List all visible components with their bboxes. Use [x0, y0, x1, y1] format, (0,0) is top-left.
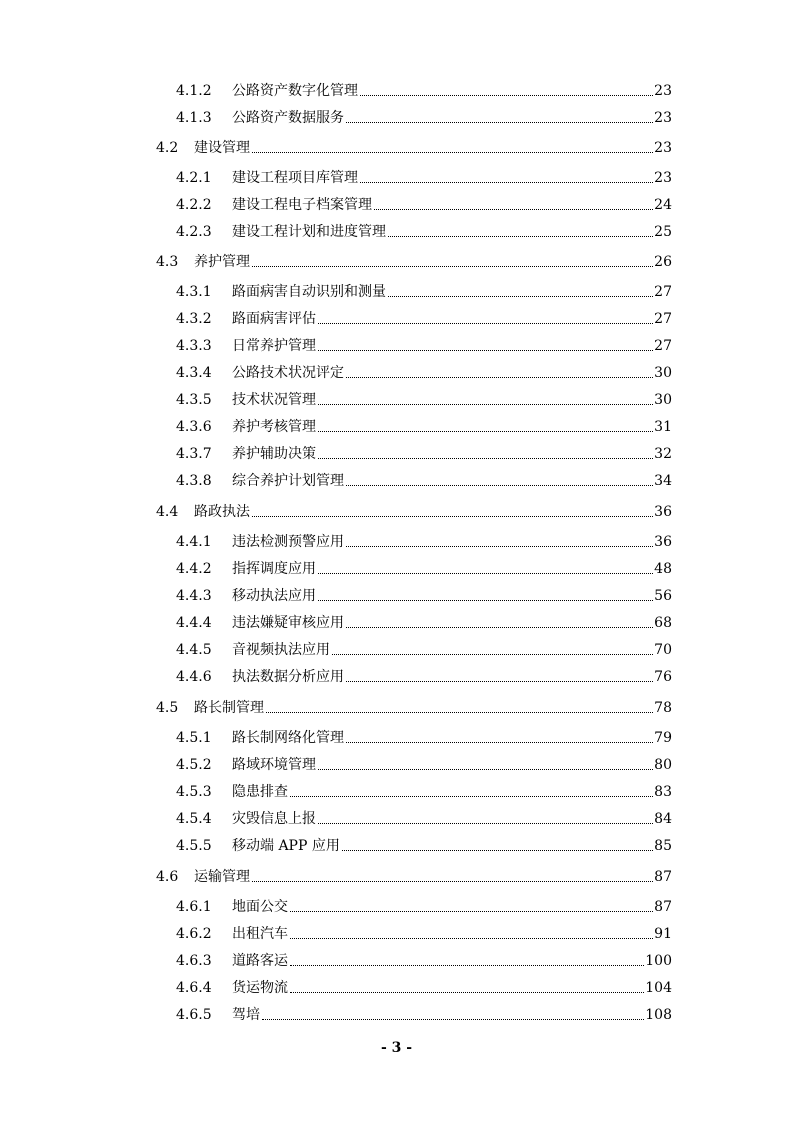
toc-entry-page: 87 [654, 899, 672, 915]
toc-entry-number: 4.5.2 [176, 757, 212, 773]
toc-section-entry[interactable] [156, 500, 672, 520]
toc-entry-title: 路政执法 [194, 504, 250, 520]
toc-entry-title: 隐患排查 [232, 784, 288, 800]
toc-entry[interactable] [176, 726, 672, 746]
toc-dot-leader [360, 95, 653, 96]
toc-entry-number: 4.6.5 [176, 1007, 212, 1023]
toc-dot-leader [252, 516, 653, 517]
toc-entry[interactable] [176, 976, 672, 996]
toc-dot-leader [360, 182, 653, 183]
toc-entry-number: 4.5.4 [176, 811, 212, 827]
toc-entry-number: 4.6.1 [176, 899, 212, 915]
toc-dot-leader [346, 546, 653, 547]
toc-entry-number: 4.3.7 [176, 446, 212, 462]
toc-entry-title: 养护辅助决策 [232, 446, 316, 462]
toc-entry-page: 23 [654, 140, 672, 156]
toc-entry-number: 4.3.4 [176, 365, 212, 381]
toc-entry[interactable] [176, 530, 672, 550]
toc-dot-leader [332, 654, 653, 655]
toc-dot-leader [290, 992, 644, 993]
toc-entry[interactable] [176, 834, 672, 854]
toc-dot-leader [318, 323, 653, 324]
toc-dot-leader [318, 769, 653, 770]
toc-entry-page: 84 [654, 811, 672, 827]
toc-entry-number: 4.6.2 [176, 926, 212, 942]
toc-entry-page: 27 [654, 338, 672, 354]
toc-entry[interactable] [176, 469, 672, 489]
toc-dot-leader [346, 681, 653, 682]
toc-entry[interactable] [176, 807, 672, 827]
toc-section-entry[interactable] [156, 865, 672, 885]
toc-entry[interactable] [176, 922, 672, 942]
toc-entry[interactable] [176, 361, 672, 381]
toc-entry-page: 85 [654, 838, 672, 854]
toc-entry-number: 4.4.4 [176, 615, 212, 631]
toc-entry-number: 4.2.3 [176, 224, 212, 240]
toc-section-entry[interactable] [156, 136, 672, 156]
toc-dot-leader [290, 796, 653, 797]
toc-entry-title: 公路技术状况评定 [232, 365, 344, 381]
toc-entry-title: 移动执法应用 [232, 588, 316, 604]
toc-dot-leader [318, 823, 653, 824]
toc-dot-leader [318, 431, 653, 432]
toc-entry-title: 道路客运 [232, 953, 288, 969]
toc-entry-page: 27 [654, 311, 672, 327]
toc-entry-number: 4.4.1 [176, 534, 212, 550]
toc-dot-leader [290, 911, 653, 912]
toc-entry[interactable] [176, 166, 672, 186]
toc-entry-page: 91 [654, 926, 672, 942]
toc-entry-page: 48 [654, 561, 672, 577]
toc-entry[interactable] [176, 334, 672, 354]
toc-entry-title: 指挥调度应用 [232, 561, 316, 577]
toc-dot-leader [346, 377, 653, 378]
toc-entry-title: 建设工程计划和进度管理 [232, 224, 386, 240]
toc-entry-page: 34 [654, 473, 672, 489]
toc-dot-leader [290, 938, 653, 939]
toc-entry[interactable] [176, 106, 672, 126]
toc-entry-number: 4.6 [156, 869, 179, 885]
toc-entry-number: 4.5.3 [176, 784, 212, 800]
toc-entry-page: 108 [645, 1007, 672, 1023]
toc-entry[interactable] [176, 584, 672, 604]
toc-entry-number: 4.5 [156, 700, 179, 716]
toc-entry-page: 31 [654, 419, 672, 435]
toc-entry-title: 路长制网络化管理 [232, 730, 344, 746]
toc-entry-number: 4.1.2 [176, 83, 212, 99]
toc-entry[interactable] [176, 638, 672, 658]
toc-dot-leader [318, 600, 653, 601]
toc-entry-number: 4.5.5 [176, 838, 212, 854]
toc-dot-leader [346, 742, 653, 743]
toc-entry-page: 32 [654, 446, 672, 462]
toc-dot-leader [346, 122, 653, 123]
toc-entry-number: 4.3.6 [176, 419, 212, 435]
toc-entry[interactable] [176, 307, 672, 327]
toc-entry-title: 综合养护计划管理 [232, 473, 344, 489]
toc-entry-page: 76 [654, 669, 672, 685]
toc-dot-leader [388, 236, 653, 237]
toc-entry-title: 路长制管理 [194, 700, 264, 716]
toc-entry-number: 4.3.5 [176, 392, 212, 408]
toc-entry[interactable] [176, 442, 672, 462]
toc-entry-title: 建设工程电子档案管理 [232, 197, 372, 213]
toc-entry[interactable] [176, 280, 672, 300]
toc-entry-number: 4.3.1 [176, 284, 212, 300]
toc-entry-page: 104 [645, 980, 672, 996]
toc-dot-leader [318, 458, 653, 459]
toc-entry-page: 36 [654, 534, 672, 550]
toc-entry[interactable] [176, 220, 672, 240]
toc-entry-title: 养护管理 [194, 254, 250, 270]
toc-entry-number: 4.2 [156, 140, 179, 156]
toc-entry-number: 4.6.3 [176, 953, 212, 969]
toc-entry-number: 4.2.1 [176, 170, 212, 186]
toc-entry-page: 27 [654, 284, 672, 300]
toc-entry-number: 4.1.3 [176, 110, 212, 126]
toc-section-entry[interactable] [156, 250, 672, 270]
toc-entry-number: 4.3.2 [176, 311, 212, 327]
toc-entry-number: 4.3.8 [176, 473, 212, 489]
toc-entry-page: 23 [654, 170, 672, 186]
toc-entry[interactable] [176, 79, 672, 99]
toc-entry-title: 公路资产数字化管理 [232, 83, 358, 99]
toc-entry-title: 公路资产数据服务 [232, 110, 344, 126]
toc-dot-leader [252, 881, 653, 882]
toc-entry-title: 路面病害自动识别和测量 [232, 284, 386, 300]
toc-dot-leader [374, 209, 653, 210]
toc-entry[interactable] [176, 895, 672, 915]
toc-entry-title: 建设工程项目库管理 [232, 170, 358, 186]
toc-entry-number: 4.2.2 [176, 197, 212, 213]
toc-entry-page: 87 [654, 869, 672, 885]
toc-entry-page: 56 [654, 588, 672, 604]
toc-entry-page: 36 [654, 504, 672, 520]
toc-entry-title: 违法检测预警应用 [232, 534, 344, 550]
toc-entry-title: 地面公交 [232, 899, 288, 915]
toc-entry-title: 路域环境管理 [232, 757, 316, 773]
toc-entry-page: 83 [654, 784, 672, 800]
toc-entry-title: 技术状况管理 [232, 392, 316, 408]
toc-entry[interactable] [176, 193, 672, 213]
toc-entry-title: 养护考核管理 [232, 419, 316, 435]
toc-entry-page: 78 [654, 700, 672, 716]
toc-entry[interactable] [176, 415, 672, 435]
toc-entry-page: 68 [654, 615, 672, 631]
toc-entry-title: 出租汽车 [232, 926, 288, 942]
toc-entry-page: 23 [654, 110, 672, 126]
toc-dot-leader [346, 485, 653, 486]
toc-entry-title: 路面病害评估 [232, 311, 316, 327]
toc-entry-page: 80 [654, 757, 672, 773]
toc-entry-page: 23 [654, 83, 672, 99]
toc-entry[interactable] [176, 753, 672, 773]
toc-entry-title: 货运物流 [232, 980, 288, 996]
toc-entry-title: 执法数据分析应用 [232, 669, 344, 685]
toc-entry-title: 驾培 [232, 1007, 260, 1023]
toc-entry-number: 4.4.5 [176, 642, 212, 658]
toc-entry-page: 30 [654, 392, 672, 408]
toc-entry-page: 100 [645, 953, 672, 969]
toc-entry-number: 4.3 [156, 254, 179, 270]
toc-entry[interactable] [176, 388, 672, 408]
toc-entry-title: 音视频执法应用 [232, 642, 330, 658]
toc-dot-leader [318, 404, 653, 405]
toc-entry-title: 日常养护管理 [232, 338, 316, 354]
toc-section-entry[interactable] [156, 696, 672, 716]
toc-entry-title: 移动端 APP 应用 [232, 838, 340, 854]
toc-entry[interactable] [176, 557, 672, 577]
toc-entry-number: 4.4.6 [176, 669, 212, 685]
toc-entry-page: 25 [654, 224, 672, 240]
toc-entry-number: 4.3.3 [176, 338, 212, 354]
toc-entry[interactable] [176, 1003, 672, 1023]
toc-entry-page: 24 [654, 197, 672, 213]
toc-entry-page: 70 [654, 642, 672, 658]
toc-dot-leader [266, 712, 653, 713]
toc-entry-page: 26 [654, 254, 672, 270]
toc-entry[interactable] [176, 780, 672, 800]
page-number: - 3 - [380, 1040, 413, 1056]
toc-entry-page: 79 [654, 730, 672, 746]
toc-entry-number: 4.5.1 [176, 730, 212, 746]
toc-dot-leader [318, 350, 653, 351]
toc-entry-title: 运输管理 [194, 869, 250, 885]
toc-dot-leader [342, 850, 653, 851]
toc-dot-leader [252, 266, 653, 267]
toc-entry-number: 4.4.2 [176, 561, 212, 577]
toc-dot-leader [346, 627, 653, 628]
toc-dot-leader [252, 152, 653, 153]
toc-entry-title: 灾毁信息上报 [232, 811, 316, 827]
toc-entry[interactable] [176, 949, 672, 969]
toc-dot-leader [318, 573, 653, 574]
toc-entry-title: 违法嫌疑审核应用 [232, 615, 344, 631]
toc-entry-number: 4.4 [156, 504, 179, 520]
toc-entry-number: 4.4.3 [176, 588, 212, 604]
toc-dot-leader [290, 965, 644, 966]
toc-entry-title: 建设管理 [194, 140, 250, 156]
toc-entry[interactable] [176, 665, 672, 685]
toc-entry[interactable] [176, 611, 672, 631]
toc-dot-leader [262, 1019, 644, 1020]
toc-entry-number: 4.6.4 [176, 980, 212, 996]
toc-dot-leader [388, 296, 653, 297]
toc-entry-page: 30 [654, 365, 672, 381]
